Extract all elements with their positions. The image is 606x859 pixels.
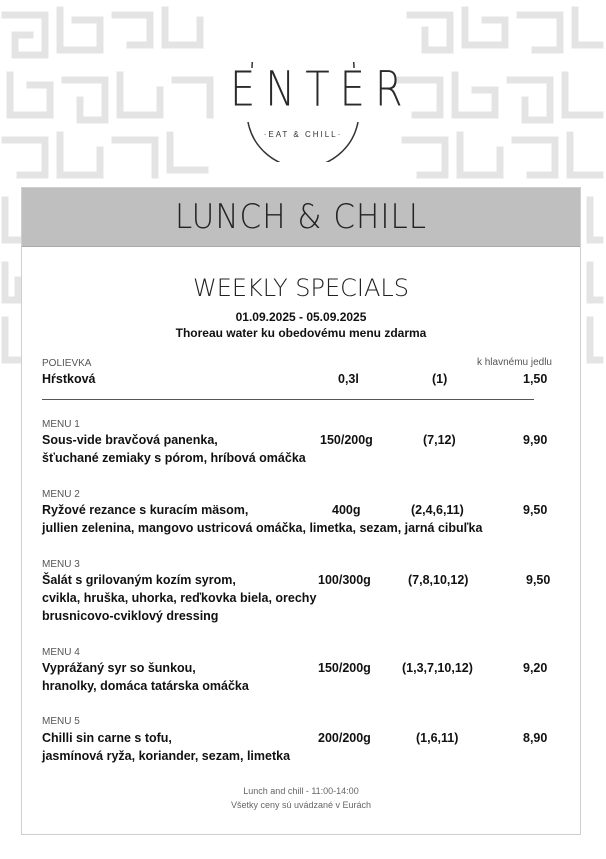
soup-name: Hŕstková (42, 372, 96, 386)
menu-portion: 150/200g (318, 661, 371, 675)
soup-allergens: (1) (432, 372, 448, 386)
menu-description: jasmínová ryža, koriander, sezam, limetka (42, 749, 291, 763)
date-range: 01.09.2025 - 05.09.2025 (235, 310, 367, 324)
menu-portion: 400g (332, 503, 361, 517)
soup-divider (42, 399, 534, 400)
menu-label: MENU 1 (42, 419, 80, 430)
menu-price: 9,20 (523, 661, 548, 675)
menu-card (21, 187, 581, 835)
menu-label: MENU 3 (42, 559, 80, 570)
menu-name: Ryžové rezance s kuracím mäsom, (42, 503, 249, 517)
soup-price: 1,50 (523, 372, 548, 386)
logo-tagline: ·EAT & CHILL· (263, 130, 343, 139)
banner-title: LUNCH & CHILL (174, 197, 428, 237)
menu-description: cvikla, hruška, uhorka, reďkovka biela, orechy (42, 591, 317, 605)
prices-note: Všetky ceny sú uvádzané v Eurách (230, 800, 372, 810)
logo-wordmark: ENTER (230, 62, 413, 118)
banner (22, 188, 580, 247)
menu-allergens: (2,4,6,11) (411, 503, 464, 517)
menu-allergens: (7,12) (423, 433, 456, 447)
menu-price: 8,90 (523, 731, 548, 745)
menu-description: šťuchané zemiaky s pórom, hríbová omáčka (42, 451, 306, 465)
logo (230, 62, 413, 162)
menu-portion: 150/200g (320, 433, 373, 447)
menu-allergens: (7,8,10,12) (408, 573, 469, 587)
menu-description: brusnicovo-cviklový dressing (42, 609, 219, 623)
menu-label: MENU 4 (42, 647, 80, 658)
menu-portion: 100/300g (318, 573, 371, 587)
menu-allergens: (1,6,11) (416, 731, 459, 745)
opening-hours: Lunch and chill - 11:00-14:00 (243, 786, 359, 796)
menu-label: MENU 5 (42, 716, 80, 727)
menu-description: hranolky, domáca tatárska omáčka (42, 679, 249, 693)
menu-name: Chilli sin carne s tofu, (42, 731, 172, 745)
menu-name: Vyprážaný syr so šunkou, (42, 661, 196, 675)
menu-price: 9,90 (523, 433, 548, 447)
soup-portion: 0,3l (338, 372, 359, 386)
menu-portion: 200/200g (318, 731, 371, 745)
menu-label: MENU 2 (42, 489, 80, 500)
menu-price: 9,50 (526, 573, 551, 587)
water-note: Thoreau water ku obedovému menu zdarma (175, 326, 427, 340)
menu-name: Šalát s grilovaným kozím syrom, (42, 573, 236, 587)
page-title: WEEKLY SPECIALS (193, 274, 409, 302)
soup-side-label: k hlavnému jedlu (476, 357, 552, 368)
menu-price: 9,50 (523, 503, 548, 517)
soup-label: POLIEVKA (42, 358, 92, 369)
menu-allergens: (1,3,7,10,12) (402, 661, 473, 675)
menu-name: Sous-vide bravčová panenka, (42, 433, 218, 447)
menu-description: jullien zelenina, mangovo ustricová omáčka, limetka, sezam, jarná cibuľka (42, 521, 483, 535)
